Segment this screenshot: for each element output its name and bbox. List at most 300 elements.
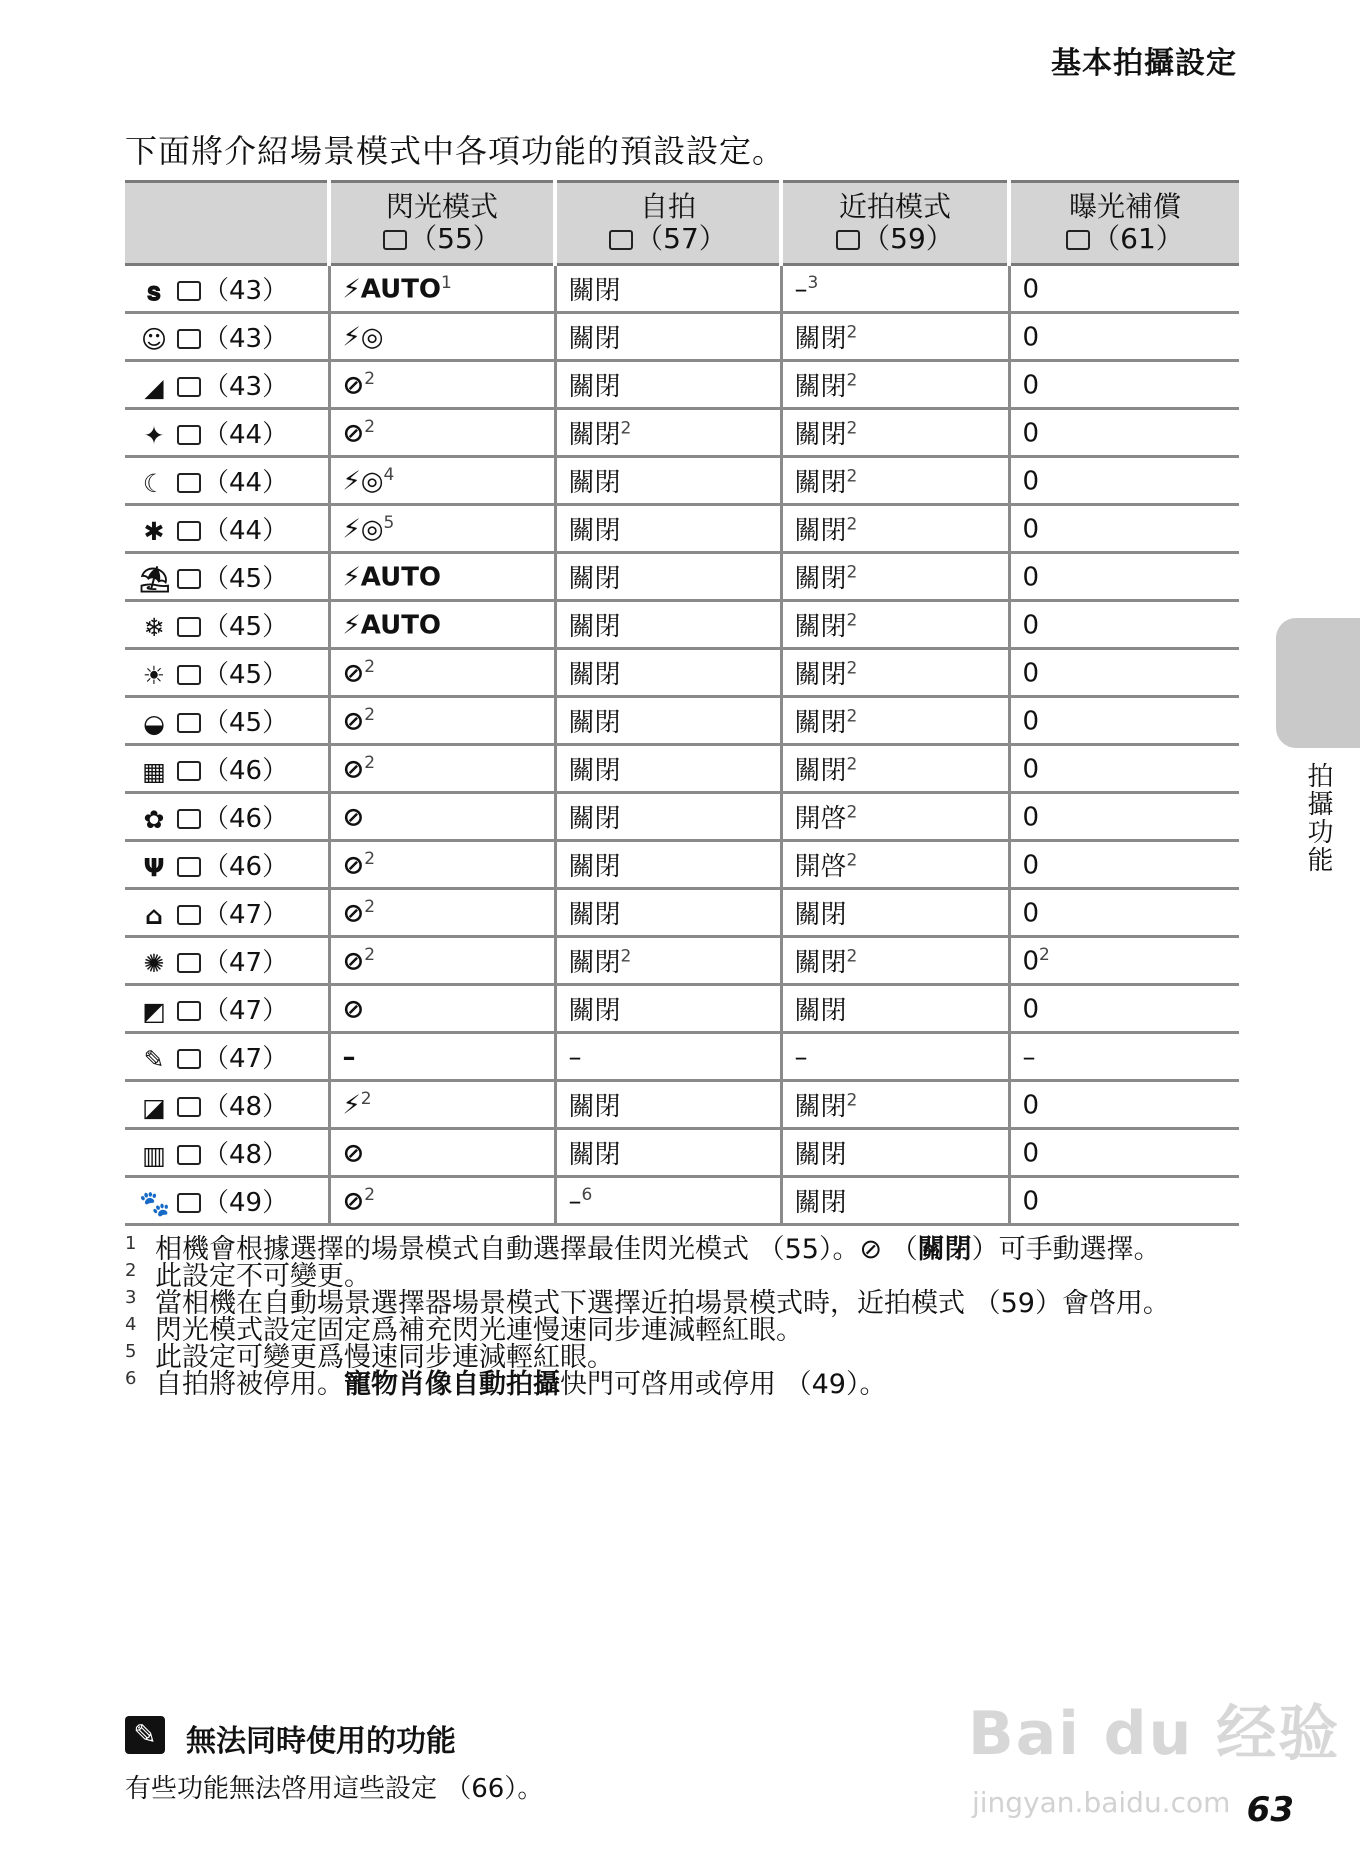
manual-ref-icon [177, 1193, 201, 1213]
fireworks-icon: ✺ [143, 949, 165, 978]
page-ref: （48） [203, 1140, 289, 1170]
macro-cell [781, 1129, 1009, 1177]
macro-cell [781, 1177, 1009, 1225]
footnote-ref: 2 [846, 1090, 858, 1111]
scene-cell [125, 505, 329, 553]
macro-value: 關閉 [794, 660, 847, 690]
pet-portrait-icon: 🐾 [139, 1188, 171, 1218]
flash-cell [329, 841, 555, 889]
header-ref: （59） [783, 223, 1007, 255]
footnote-ref: 2 [846, 706, 858, 727]
footnote-ref: 4 [383, 464, 395, 485]
scene-cell [125, 649, 329, 697]
flash-cell [329, 1129, 555, 1177]
page-ref: （49） [203, 1188, 289, 1218]
timer-cell [555, 1177, 781, 1225]
footnote-number: 5 [125, 1341, 137, 1362]
macro-cell [781, 889, 1009, 937]
macro-cell [781, 313, 1009, 361]
flash-mode-icon: ⚡ [342, 1090, 361, 1121]
header-cell-exposure-comp [1009, 182, 1239, 265]
macro-value: 關閉 [794, 900, 847, 930]
macro-value: 關閉 [794, 468, 847, 498]
exposure-value: 0 [1022, 610, 1040, 641]
table-header-row [125, 182, 1239, 265]
timer-cell [555, 889, 781, 937]
macro-value: 關閉 [794, 1140, 847, 1170]
timer-cell [555, 313, 781, 361]
footnote-ref: 2 [846, 562, 858, 583]
macro-value: 關閉 [794, 372, 847, 402]
timer-value: – [568, 1186, 582, 1217]
beach-icon: ⛱ [139, 564, 171, 594]
party-indoor-icon: ✱ [143, 517, 165, 546]
flash-cell [329, 313, 555, 361]
note-title: 無法同時使用的功能 [186, 1724, 456, 1759]
flash-mode-icon: ⊘ [342, 802, 365, 833]
footnote-ref: 2 [364, 752, 376, 773]
macro-cell [781, 409, 1009, 457]
macro-value: 關閉 [794, 516, 847, 546]
footnote-ref: 3 [807, 272, 819, 293]
manual-ref-icon [177, 761, 201, 781]
header-ref: （61） [1011, 223, 1239, 255]
scene-cell [125, 937, 329, 985]
flash-mode-icon: ⊘ [342, 946, 365, 977]
table-row [125, 1081, 1239, 1129]
footnote-ref: 2 [1039, 944, 1050, 965]
exposure-cell [1009, 841, 1239, 889]
exposure-value: 0 [1022, 706, 1040, 737]
scene-cell [125, 985, 329, 1033]
footnote-2: 2 此設定不可變更。 [125, 1263, 1235, 1290]
timer-value: 關閉 [568, 660, 621, 690]
timer-cell [555, 265, 781, 313]
footnote-1: 1 相機會根據選擇的場景模式自動選擇最佳閃光模式 （55）。⊘ （關閉）可手動選擇。 [125, 1236, 1235, 1263]
page-ref: （43） [203, 324, 289, 354]
flash-cell [329, 745, 555, 793]
panorama-assist-icon: ▥ [142, 1141, 166, 1170]
timer-cell [555, 745, 781, 793]
page-ref: （43） [203, 276, 289, 306]
exposure-value: 0 [1022, 370, 1040, 401]
manual-ref-icon [177, 905, 201, 925]
table-row [125, 1129, 1239, 1177]
header-label: 閃光模式 [385, 190, 498, 223]
table-row [125, 937, 1239, 985]
footnote-ref: 2 [364, 1184, 376, 1205]
manual-ref-icon [177, 281, 201, 301]
macro-value: 關閉 [794, 948, 847, 978]
table-row [125, 265, 1239, 313]
manual-ref-icon [177, 1097, 201, 1117]
page-ref: （46） [203, 756, 289, 786]
flash-cell [329, 457, 555, 505]
macro-cell [781, 265, 1009, 313]
flash-cell [329, 793, 555, 841]
manual-ref-icon [177, 1049, 201, 1069]
page-ref: （48） [203, 1092, 289, 1122]
macro-cell [781, 745, 1009, 793]
page-number: 63 [1246, 1790, 1294, 1830]
page-ref: （43） [203, 372, 289, 402]
header-cell-self-timer [555, 182, 781, 265]
footnote-ref: 2 [846, 418, 858, 439]
macro-value: – [794, 274, 808, 305]
table-row [125, 793, 1239, 841]
close-up-icon: ✿ [143, 805, 165, 834]
exposure-value: 0 [1022, 754, 1040, 785]
macro-cell [781, 1033, 1009, 1081]
page-ref: （46） [203, 852, 289, 882]
timer-cell [555, 1081, 781, 1129]
timer-value: 關閉 [568, 516, 621, 546]
table-row [125, 457, 1239, 505]
macro-cell [781, 985, 1009, 1033]
scene-cell [125, 697, 329, 745]
footnote-ref: 2 [364, 416, 376, 437]
footnote-ref: 2 [360, 1088, 372, 1109]
macro-cell [781, 841, 1009, 889]
flash-cell [329, 1081, 555, 1129]
header-cell-macro-mode [781, 182, 1009, 265]
page-ref: （44） [203, 516, 289, 546]
manual-ref-icon [1066, 230, 1090, 250]
exposure-value: 0 [1022, 274, 1040, 305]
table-row [125, 313, 1239, 361]
flash-cell [329, 361, 555, 409]
table-row [125, 553, 1239, 601]
snow-icon: ❄ [143, 613, 165, 642]
timer-value: 關閉 [568, 420, 621, 450]
flash-mode-icon: ⊘ [342, 898, 365, 929]
timer-value: 關閉 [568, 612, 621, 642]
flash-cell [329, 265, 555, 313]
footnote-3: 3 當相機在自動場景選擇器場景模式下選擇近拍場景模式時，近拍模式 （59）會啓用。 [125, 1290, 1235, 1317]
timer-cell [555, 1129, 781, 1177]
macro-cell [781, 937, 1009, 985]
flash-cell [329, 1177, 555, 1225]
header-cell-scene [125, 182, 329, 265]
note-text: 有些功能無法啓用這些設定 （66）。 [125, 1774, 544, 1804]
landscape-icon: ◢ [144, 373, 164, 402]
exposure-value: 0 [1022, 1138, 1040, 1169]
scene-cell [125, 409, 329, 457]
portrait-icon: ☺ [140, 325, 168, 354]
exposure-value: 0 [1022, 994, 1040, 1025]
exposure-cell [1009, 505, 1239, 553]
macro-cell [781, 793, 1009, 841]
macro-cell [781, 505, 1009, 553]
footnote-6: 6 自拍將被停用。寵物肖像自動拍攝快門可啓用或停用 （49）。 [125, 1371, 1235, 1398]
flash-cell [329, 697, 555, 745]
manual-ref-icon [836, 230, 860, 250]
flash-cell [329, 601, 555, 649]
macro-cell [781, 361, 1009, 409]
table-row [125, 409, 1239, 457]
macro-value: 關閉 [794, 756, 847, 786]
footnote-ref: 2 [846, 514, 858, 535]
exposure-value: 0 [1022, 466, 1040, 497]
timer-value: 關閉 [568, 564, 621, 594]
table-row [125, 649, 1239, 697]
watermark-url: jingyan.baidu.com [972, 1786, 1231, 1819]
timer-value: 關閉 [568, 372, 621, 402]
timer-cell [555, 361, 781, 409]
footnotes [125, 1233, 1235, 1400]
footnote-ref: 2 [846, 658, 858, 679]
macro-value: 關閉 [794, 708, 847, 738]
macro-value: 關閉 [794, 1092, 847, 1122]
footnote-ref: 1 [441, 272, 452, 293]
flash-cell [329, 649, 555, 697]
exposure-value: 0 [1022, 802, 1040, 833]
manual-ref-icon [177, 1001, 201, 1021]
manual-ref-icon [383, 230, 407, 250]
page-ref: （45） [203, 612, 289, 642]
sports-icon: ✦ [143, 421, 165, 450]
footnote-ref: 2 [846, 610, 858, 631]
flash-mode-icon: ⊘ [342, 754, 365, 785]
manual-ref-icon [177, 329, 201, 349]
timer-value: 關閉 [568, 1092, 621, 1122]
footnote-number: 1 [125, 1233, 137, 1254]
page-ref: （47） [203, 1044, 289, 1074]
timer-value: 關閉 [568, 324, 621, 354]
exposure-cell [1009, 889, 1239, 937]
table-row [125, 841, 1239, 889]
macro-value: 開啓 [794, 804, 847, 834]
exposure-cell [1009, 1081, 1239, 1129]
timer-value: 關閉 [568, 468, 621, 498]
exposure-value: 0 [1022, 850, 1040, 881]
manual-ref-icon [177, 857, 201, 877]
footnote-ref: 6 [581, 1184, 593, 1205]
table-row [125, 697, 1239, 745]
timer-value: 關閉 [568, 900, 621, 930]
flash-cell [329, 889, 555, 937]
exposure-value: 0 [1022, 418, 1040, 449]
food-icon: Ψ [143, 853, 165, 882]
table-row [125, 361, 1239, 409]
exposure-value: 0 [1022, 562, 1040, 593]
macro-cell [781, 601, 1009, 649]
manual-ref-icon [177, 953, 201, 973]
timer-cell [555, 409, 781, 457]
exposure-value: 0 [1022, 1090, 1040, 1121]
scene-cell [125, 313, 329, 361]
footnote-ref: 2 [846, 754, 858, 775]
scene-cell [125, 1081, 329, 1129]
manual-ref-icon [609, 230, 633, 250]
timer-value: 關閉 [568, 804, 621, 834]
exposure-cell [1009, 457, 1239, 505]
scene-cell [125, 457, 329, 505]
footnote-5: 5 此設定可變更爲慢速同步連減輕紅眼。 [125, 1344, 1235, 1371]
page-ref: （47） [203, 996, 289, 1026]
flash-mode-icon: ⊘ [342, 418, 365, 449]
scene-auto-selector-icon: 𝐬 [147, 276, 161, 306]
macro-value: 開啓 [794, 852, 847, 882]
exposure-cell [1009, 697, 1239, 745]
flash-mode-icon: ⊘ [342, 994, 365, 1025]
flash-mode-icon: ⊘ [342, 1186, 365, 1217]
exposure-cell [1009, 601, 1239, 649]
footnote-ref: 2 [364, 944, 376, 965]
page-ref: （44） [203, 468, 289, 498]
flash-mode-icon: ⚡◎ [342, 514, 384, 545]
footnote-number: 6 [125, 1368, 137, 1389]
scene-cell [125, 841, 329, 889]
table-row [125, 601, 1239, 649]
scene-cell [125, 1129, 329, 1177]
table-row [125, 505, 1239, 553]
timer-value: 關閉 [568, 708, 621, 738]
timer-cell [555, 505, 781, 553]
table-row [125, 985, 1239, 1033]
header-cell-flash-mode [329, 182, 555, 265]
macro-cell [781, 1081, 1009, 1129]
macro-value: 關閉 [794, 996, 847, 1026]
flash-cell [329, 1033, 555, 1081]
timer-cell [555, 649, 781, 697]
exposure-cell [1009, 1129, 1239, 1177]
timer-value: 關閉 [568, 1140, 621, 1170]
timer-cell [555, 985, 781, 1033]
timer-value: 關閉 [568, 756, 621, 786]
footnote-ref: 2 [620, 946, 632, 967]
pencil-note-icon: ✎ [125, 1716, 165, 1754]
scene-cell [125, 1033, 329, 1081]
footnote-ref: 2 [846, 322, 858, 343]
night-portrait-icon: ☾ [142, 469, 166, 498]
flash-mode-icon: ⚡◎ [342, 322, 384, 353]
footnote-ref: 2 [846, 466, 858, 487]
timer-value: 關閉 [568, 852, 621, 882]
scene-defaults-table [125, 180, 1239, 1226]
scene-cell [125, 793, 329, 841]
exposure-cell [1009, 409, 1239, 457]
flash-mode-icon: ⊘ [342, 850, 365, 881]
header-label: 自拍 [639, 190, 696, 223]
footnote-ref: 2 [620, 418, 632, 439]
macro-value: 關閉 [794, 1188, 847, 1218]
manual-ref-icon [177, 617, 201, 637]
flash-mode-icon: ⚡AUTO [342, 274, 442, 305]
footnote-ref: 5 [383, 512, 395, 533]
footnote-ref: 2 [846, 850, 858, 871]
scene-cell [125, 361, 329, 409]
scene-cell [125, 889, 329, 937]
night-landscape-icon: ▦ [142, 757, 166, 786]
exposure-value: 0 [1022, 898, 1040, 929]
exposure-value: 0 [1022, 946, 1040, 977]
flash-mode-icon: ⊘ [342, 370, 365, 401]
exposure-cell [1009, 1177, 1239, 1225]
macro-cell [781, 649, 1009, 697]
footnote-ref: 2 [846, 370, 858, 391]
page-header-title: 基本拍攝設定 [1051, 46, 1237, 81]
table-row [125, 1033, 1239, 1081]
timer-value: 關閉 [568, 276, 621, 306]
chapter-side-tab [1276, 618, 1360, 748]
manual-ref-icon [177, 809, 201, 829]
dusk-dawn-icon: ◒ [143, 709, 165, 738]
timer-cell [555, 697, 781, 745]
flash-mode-icon: ⚡◎ [342, 466, 384, 497]
flash-cell [329, 937, 555, 985]
timer-value: 關閉 [568, 948, 621, 978]
museum-icon: ⌂ [145, 901, 163, 930]
manual-ref-icon [177, 377, 201, 397]
macro-value: 關閉 [794, 612, 847, 642]
exposure-cell [1009, 553, 1239, 601]
exposure-value: – [1022, 1042, 1036, 1073]
timer-cell [555, 457, 781, 505]
footnote-ref: 2 [846, 946, 858, 967]
manual-ref-icon [177, 425, 201, 445]
draw-icon: ✎ [143, 1045, 165, 1074]
table-row [125, 745, 1239, 793]
flash-mode-icon: ⊘ [342, 706, 365, 737]
macro-value: 關閉 [794, 564, 847, 594]
footnote-ref: 2 [364, 896, 376, 917]
manual-ref-icon [177, 569, 201, 589]
header-label: 近拍模式 [838, 190, 951, 223]
timer-cell [555, 793, 781, 841]
flash-cell [329, 505, 555, 553]
scene-cell [125, 265, 329, 313]
watermark-brand: Bai du 经验 [968, 1699, 1341, 1769]
macro-value: – [794, 1042, 808, 1073]
page-ref: （45） [203, 660, 289, 690]
header-ref: （55） [331, 223, 553, 255]
page-ref: （47） [203, 900, 289, 930]
exposure-value: 0 [1022, 514, 1040, 545]
manual-ref-icon [177, 521, 201, 541]
flash-mode-icon: ⊘ [342, 1138, 365, 1169]
exposure-cell [1009, 985, 1239, 1033]
manual-ref-icon [177, 1145, 201, 1165]
exposure-cell [1009, 745, 1239, 793]
page-ref: （47） [203, 948, 289, 978]
scene-cell [125, 553, 329, 601]
flash-cell [329, 409, 555, 457]
exposure-cell [1009, 937, 1239, 985]
page-ref: （45） [203, 708, 289, 738]
footnote-ref: 2 [364, 848, 376, 869]
flash-mode-icon: ⊘ [342, 658, 365, 689]
manual-ref-icon [177, 665, 201, 685]
sunset-icon: ☀ [142, 661, 166, 690]
footnote-number: 2 [125, 1260, 137, 1281]
footnote-4: 4 閃光模式設定固定爲補充閃光連慢速同步連減輕紅眼。 [125, 1317, 1235, 1344]
header-ref: （57） [557, 223, 779, 255]
footnote-ref: 2 [364, 656, 376, 677]
timer-cell [555, 601, 781, 649]
manual-ref-icon [177, 713, 201, 733]
timer-cell [555, 1033, 781, 1081]
timer-value: 關閉 [568, 996, 621, 1026]
page-ref: （45） [203, 564, 289, 594]
timer-cell [555, 553, 781, 601]
timer-cell [555, 937, 781, 985]
footnote-ref: 2 [364, 704, 376, 725]
page-ref: （46） [203, 804, 289, 834]
black-white-copy-icon: ◩ [142, 997, 166, 1026]
flash-mode-icon: – [342, 1042, 356, 1073]
intro-text: 下面將介紹場景模式中各項功能的預設設定。 [125, 132, 786, 170]
